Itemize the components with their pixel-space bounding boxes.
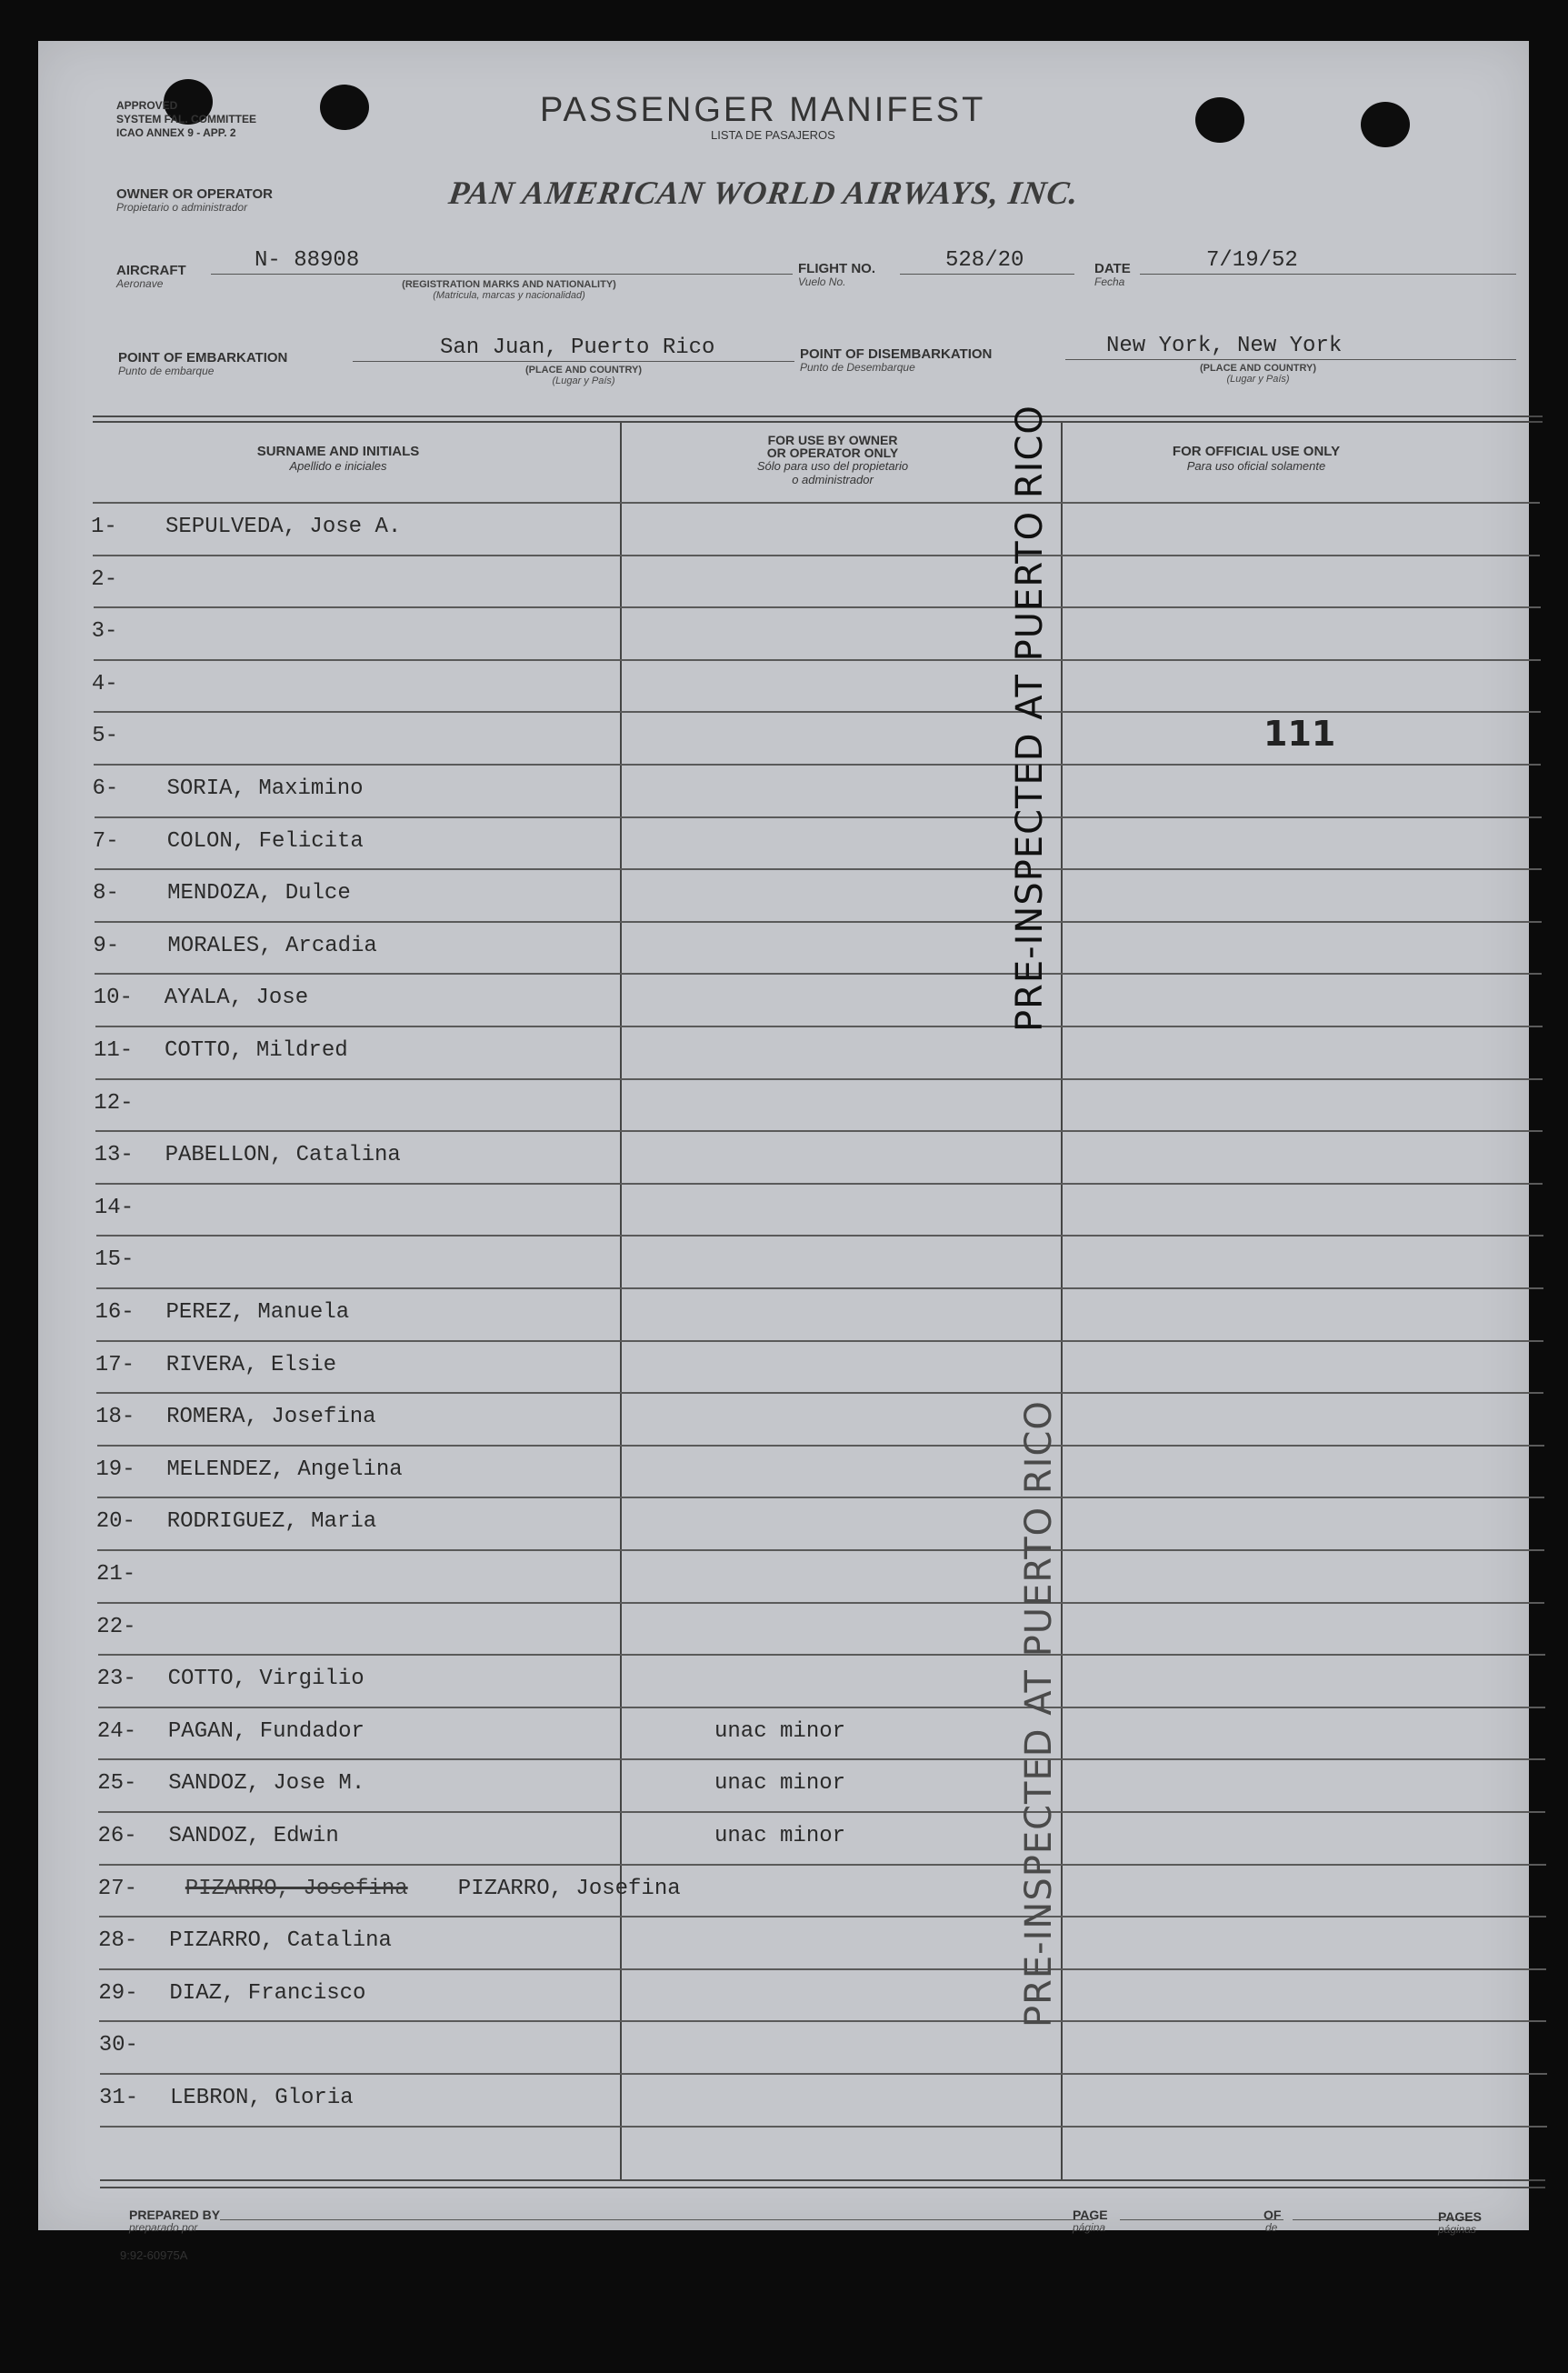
row-number: 25- — [97, 1771, 137, 1797]
approval-line: ICAO ANNEX 9 - APP. 2 — [116, 126, 236, 139]
row-number: 7- — [92, 828, 119, 854]
pre-inspected-stamp: PRE-INSPECTED AT PUERTO RICO — [1009, 405, 1051, 1032]
row-number: 17- — [95, 1352, 135, 1377]
row-divider — [99, 1916, 1546, 1917]
approval-block — [116, 99, 256, 140]
passenger-name: LEBRON, Gloria — [170, 2086, 354, 2110]
row-number: 6- — [92, 776, 119, 801]
passenger-name: PIZARRO, Josefina — [457, 1876, 681, 1901]
flight-label: FLIGHT NO. — [798, 261, 875, 276]
prepared-by-label-es: preparado por — [129, 2221, 198, 2234]
row-number: 27- — [97, 1876, 138, 1901]
row-divider — [99, 2020, 1546, 2022]
passenger-name: PABELLON, Catalina — [165, 1143, 401, 1168]
row-number: 12- — [94, 1090, 134, 1116]
passenger-name: SANDOZ, Jose M. — [168, 1771, 365, 1797]
punch-hole — [320, 85, 369, 130]
column-header-official: FOR OFFICIAL USE ONLY Para uso oficial solamente — [1172, 444, 1341, 473]
manifest-page — [38, 41, 1529, 2262]
date-label-es: Fecha — [1094, 275, 1125, 288]
row-divider — [95, 816, 1542, 818]
row-divider — [97, 1549, 1544, 1551]
passenger-name: MELENDEZ, Angelina — [166, 1457, 403, 1482]
passenger-name: PEREZ, Manuela — [165, 1300, 350, 1325]
row-divider — [93, 555, 1540, 556]
date-label: DATE — [1094, 261, 1131, 276]
column-header-owner-use: FOR USE BY OWNER OR OPERATOR ONLY Sólo para uso del propietario o administrador — [756, 433, 909, 486]
row-number: 1- — [91, 515, 117, 539]
passenger-name: PAGAN, Fundador — [167, 1718, 365, 1744]
official-mark: 111 — [1263, 714, 1336, 754]
registration-note-es: (Matricula, marcas y nacionalidad) — [433, 290, 585, 301]
page-label: PAGE — [1073, 2208, 1108, 2222]
row-divider — [94, 659, 1541, 661]
row-note: unac minor — [714, 1824, 846, 1848]
row-number: 3- — [91, 619, 118, 645]
disembark-value: New York, New York — [1106, 334, 1343, 358]
row-number: 31- — [99, 2086, 139, 2110]
column-header-surname: SURNAME AND INITIALS Apellido e iniciales — [256, 444, 420, 473]
passenger-name: RODRIGUEZ, Maria — [166, 1509, 377, 1535]
page-label-es: página — [1073, 2221, 1106, 2234]
row-divider — [94, 606, 1541, 608]
page-title: PASSENGER MANIFEST — [540, 91, 986, 129]
row-number: 30- — [98, 2033, 138, 2058]
row-number: 28- — [98, 1928, 138, 1954]
row-divider — [98, 1707, 1545, 1708]
row-divider — [99, 1864, 1546, 1866]
row-number: 2- — [91, 566, 118, 592]
row-number: 23- — [96, 1667, 136, 1692]
passenger-name: COTTO, Virgilio — [167, 1667, 365, 1692]
row-divider — [97, 1445, 1544, 1447]
row-number: 15- — [95, 1247, 135, 1273]
passenger-name: PIZARRO, Catalina — [169, 1928, 392, 1954]
row-divider — [96, 1287, 1543, 1289]
row-divider — [94, 764, 1541, 766]
row-divider — [97, 1602, 1544, 1604]
disembark-label: POINT OF DISEMBARKATION — [800, 346, 993, 362]
row-divider — [95, 868, 1542, 870]
row-number: 16- — [95, 1300, 135, 1325]
passenger-name: AYALA, Jose — [164, 986, 309, 1011]
aircraft-label-es: Aeronave — [116, 277, 164, 290]
place-note-es: (Lugar y País) — [1226, 374, 1290, 385]
row-divider — [93, 502, 1540, 504]
row-number: 26- — [97, 1824, 137, 1848]
row-divider — [98, 1654, 1545, 1656]
row-number: 18- — [95, 1405, 135, 1430]
owner-label: OWNER OR OPERATOR — [116, 186, 273, 202]
row-number: 13- — [94, 1143, 134, 1168]
approval-line: APPROVED — [116, 99, 178, 112]
row-note: unac minor — [714, 1771, 846, 1797]
date-value: 7/19/52 — [1206, 248, 1298, 273]
registration-note: (REGISTRATION MARKS AND NATIONALITY) — [402, 279, 616, 290]
punch-hole — [1195, 97, 1244, 143]
row-divider — [96, 1340, 1543, 1342]
row-divider — [100, 2073, 1547, 2075]
struck-name: PIZARRO, Josefina — [185, 1876, 408, 1901]
row-divider — [95, 1026, 1543, 1027]
row-divider — [97, 1497, 1544, 1498]
punch-hole — [1361, 102, 1410, 147]
passenger-name: MORALES, Arcadia — [167, 933, 377, 958]
row-note: unac minor — [714, 1718, 846, 1744]
of-label-es: de — [1265, 2221, 1278, 2234]
place-note-es: (Lugar y País) — [552, 375, 615, 386]
row-divider — [98, 1811, 1545, 1813]
disembark-label-es: Punto de Desembarque — [800, 361, 915, 374]
passenger-name: MENDOZA, Dulce — [167, 881, 351, 906]
pages-label-es: páginas — [1438, 2223, 1477, 2236]
row-number: 10- — [93, 986, 133, 1011]
row-divider — [95, 1183, 1543, 1185]
embark-value: San Juan, Puerto Rico — [440, 335, 715, 360]
row-number: 29- — [98, 1980, 138, 2006]
row-divider — [95, 921, 1542, 923]
passenger-name: RIVERA, Elsie — [165, 1352, 337, 1377]
embark-label-es: Punto de embarque — [118, 365, 215, 377]
row-number: 4- — [91, 671, 118, 696]
of-label: OF — [1263, 2208, 1282, 2222]
aircraft-value: N- 88908 — [255, 248, 360, 273]
place-note: (PLACE AND COUNTRY) — [1199, 363, 1317, 374]
row-divider — [96, 1392, 1543, 1394]
passenger-name: DIAZ, Francisco — [169, 1980, 366, 2006]
row-divider — [100, 2126, 1547, 2128]
place-note: (PLACE AND COUNTRY) — [524, 365, 643, 375]
embark-label: POINT OF EMBARKATION — [118, 350, 288, 365]
row-number: 14- — [94, 1195, 135, 1220]
page-subtitle: LISTA DE PASAJEROS — [711, 128, 835, 142]
row-divider — [95, 1078, 1543, 1080]
prepared-by-label: PREPARED BY — [129, 2208, 221, 2222]
passenger-name: ROMERA, Josefina — [166, 1405, 376, 1430]
pages-label: PAGES — [1438, 2209, 1482, 2224]
row-divider — [95, 1130, 1543, 1132]
flight-label-es: Vuelo No. — [798, 275, 846, 288]
row-number: 11- — [94, 1038, 134, 1063]
row-number: 5- — [92, 724, 118, 749]
passenger-name: COLON, Felicita — [166, 828, 364, 854]
row-divider — [96, 1235, 1543, 1237]
row-number: 24- — [96, 1718, 137, 1744]
passenger-name: SORIA, Maximino — [166, 776, 364, 801]
pre-inspected-stamp: PRE-INSPECTED AT PUERTO RICO — [1018, 1400, 1060, 2028]
owner-label-es: Propietario o administrador — [116, 201, 248, 214]
aircraft-label: AIRCRAFT — [116, 263, 186, 278]
row-number: 8- — [93, 881, 119, 906]
row-number: 20- — [95, 1509, 135, 1535]
passenger-name: SEPULVEDA, Jose A. — [165, 515, 402, 539]
flight-value: 528/20 — [945, 248, 1024, 273]
approval-line: SYSTEM FAL. COMMITTEE — [116, 113, 257, 125]
row-divider — [99, 1968, 1546, 1970]
passenger-name: SANDOZ, Edwin — [168, 1824, 339, 1848]
form-number: 9:92-60975A — [120, 2248, 188, 2262]
row-divider — [95, 973, 1542, 975]
row-number: 19- — [95, 1457, 135, 1482]
row-number: 21- — [96, 1562, 136, 1587]
passenger-name: COTTO, Mildred — [165, 1038, 348, 1063]
row-number: 9- — [93, 933, 120, 958]
row-number: 22- — [96, 1614, 136, 1639]
operator-name: PAN AMERICAN WORLD AIRWAYS, INC. — [446, 175, 1082, 211]
row-divider — [98, 1758, 1545, 1760]
